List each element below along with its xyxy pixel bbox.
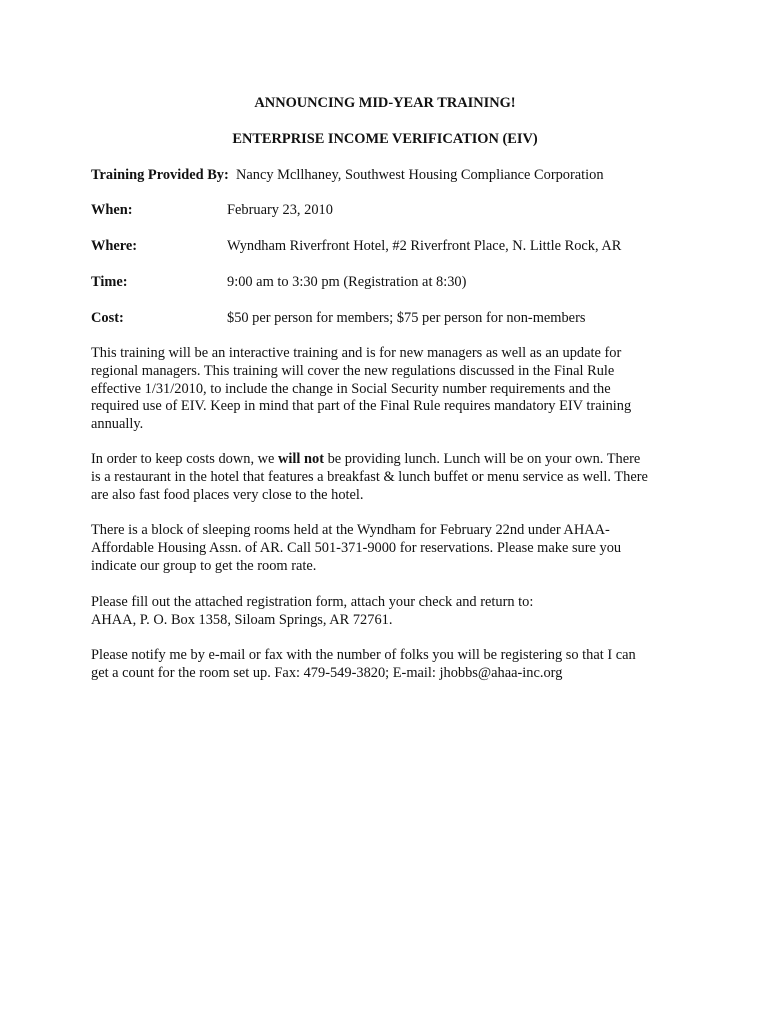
paragraph-line: are also fast food places very close to the hotel. (91, 486, 364, 503)
paragraph-line: Please fill out the attached registration form, attach your check and return to: (91, 594, 534, 610)
when-label: When: (91, 202, 133, 218)
cost-label: Cost: (91, 310, 124, 326)
paragraph-line: is a restaurant in the hotel that features a breakfast & lunch buffet or menu service as well. There (91, 468, 648, 485)
provided-by-label: Training Provided By: (91, 167, 229, 183)
announcement-heading: ANNOUNCING MID-YEAR TRAINING! (254, 95, 516, 111)
paragraph-line: indicate our group to get the room rate. (91, 557, 317, 574)
paragraph-line: Please notify me by e-mail or fax with the number of folks you will be registering so that I can (91, 647, 636, 663)
when-value: February 23, 2010 (227, 202, 333, 218)
paragraph-line: regional managers. This training will cover the new regulations discussed in the Final Rule (91, 362, 615, 379)
where-label: Where: (91, 238, 138, 254)
where-value: Wyndham Riverfront Hotel, #2 Riverfront Place, N. Little Rock, AR (227, 238, 622, 254)
contact-paragraph (91, 647, 691, 683)
paragraph-line: There is a block of sleeping rooms held at the Wyndham for February 22nd under AHAA- (91, 522, 610, 538)
paragraph-line: required use of EIV. Keep in mind that part of the Final Rule requires mandatory EIV training (91, 398, 632, 415)
registration-paragraph (91, 594, 691, 630)
paragraph-line: Affordable Housing Assn. of AR. Call 501-371-9000 for reservations. Please make sure you (91, 539, 622, 556)
paragraph-line: get a count for the room set up. Fax: 479-549-3820; E-mail: jhobbs@ahaa-inc.org (91, 664, 563, 681)
cost-value: $50 per person for members; $75 per person for non-members (227, 310, 586, 326)
paragraph-line: AHAA, P. O. Box 1358, Siloam Springs, AR 72761. (91, 611, 393, 628)
lunch-text-post: be providing lunch. Lunch will be on your own. There (324, 451, 641, 467)
provided-by-value: Nancy Mcllhaney, Southwest Housing Compliance Corporation (236, 167, 604, 183)
announcement-subheading: ENTERPRISE INCOME VERIFICATION (EIV) (232, 131, 538, 147)
paragraph-line: This training will be an interactive training and is for new managers as well as an update for (91, 345, 622, 361)
training-description-paragraph (91, 345, 691, 434)
lunch-text-bold: will not (278, 451, 325, 467)
time-label: Time: (91, 274, 128, 290)
lunch-paragraph (91, 451, 691, 504)
lodging-paragraph (91, 522, 691, 575)
provided-by-row (91, 166, 604, 184)
paragraph-line (91, 451, 691, 469)
time-value: 9:00 am to 3:30 pm (Registration at 8:30) (227, 274, 467, 290)
paragraph-line: effective 1/31/2010, to include the change in Social Security number requirements and the (91, 380, 611, 397)
lunch-text-pre: In order to keep costs down, we (91, 451, 279, 467)
paragraph-line: annually. (91, 416, 144, 433)
